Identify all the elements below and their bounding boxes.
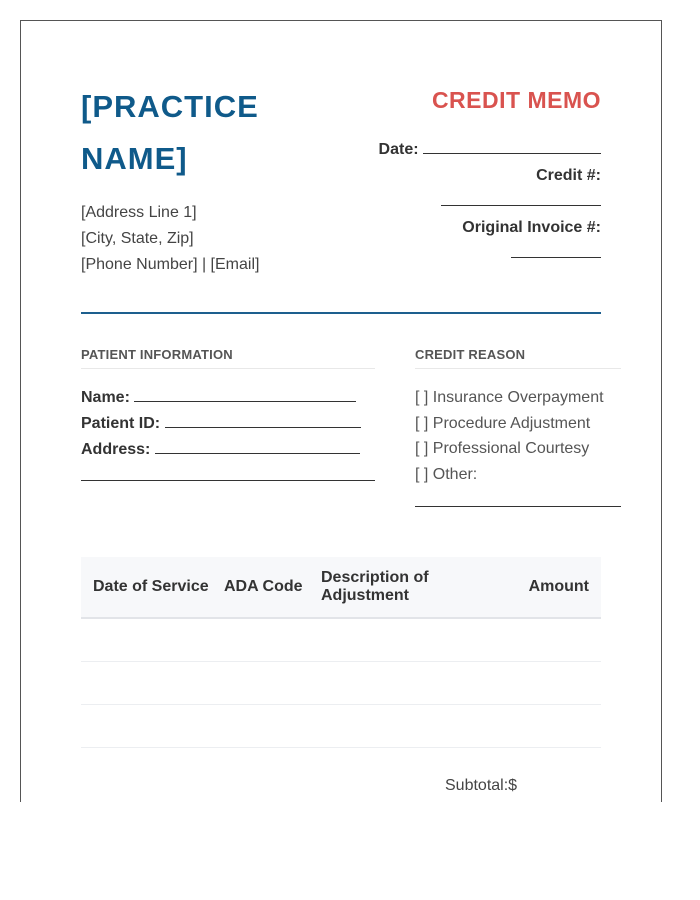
header-ada-code: ADA Code	[224, 578, 303, 595]
credit-number-label: Credit #:	[536, 167, 601, 184]
memo-meta	[361, 137, 601, 267]
table-row[interactable]	[81, 662, 601, 705]
credit-number-row	[361, 189, 601, 215]
header-divider	[81, 312, 601, 314]
cell-amount[interactable]	[499, 619, 601, 661]
table-row[interactable]	[81, 705, 601, 748]
reason-insurance-overpayment[interactable]: [ ] Insurance Overpayment	[415, 389, 604, 406]
patient-fields	[81, 385, 381, 463]
credit-memo-sheet	[20, 20, 662, 802]
reason-professional-courtesy[interactable]: [ ] Professional Courtesy	[415, 440, 590, 457]
phone-email: [Phone Number] | [Email]	[81, 256, 260, 273]
header-description: Description of Adjustment	[321, 569, 429, 604]
invoice-row	[361, 215, 601, 241]
patient-address-line-2[interactable]	[81, 480, 375, 481]
original-invoice-label: Original Invoice #:	[462, 219, 601, 236]
patient-name-field[interactable]	[134, 388, 356, 402]
patient-address-label: Address:	[81, 441, 151, 458]
cell-date[interactable]	[81, 705, 212, 747]
adjustment-table	[81, 557, 601, 748]
invoice-number-row	[361, 241, 601, 267]
patient-address-row	[81, 437, 381, 463]
reason-procedure-adjustment[interactable]: [ ] Procedure Adjustment	[415, 414, 591, 432]
cell-description[interactable]	[309, 662, 499, 704]
credit-reason-heading: CREDIT REASON	[415, 347, 621, 369]
cell-code[interactable]	[212, 619, 309, 661]
cell-date[interactable]	[81, 619, 212, 661]
patient-address-field[interactable]	[155, 440, 360, 454]
patient-name-row	[81, 385, 381, 411]
practice-address	[81, 200, 259, 278]
memo-title: CREDIT MEMO	[431, 87, 601, 113]
credit-reason-options	[415, 385, 625, 487]
cell-description[interactable]	[309, 705, 499, 747]
original-invoice-field[interactable]	[511, 244, 601, 258]
city-state-zip: [City, State, Zip]	[81, 230, 194, 247]
subtotal-label: Subtotal:$	[445, 777, 518, 794]
patient-id-field[interactable]	[165, 414, 361, 428]
table-header	[81, 557, 601, 619]
cell-code[interactable]	[212, 705, 309, 747]
header-date-of-service: Date of Service	[93, 578, 209, 595]
reason-other-field[interactable]	[415, 506, 621, 507]
credit-number-field[interactable]	[441, 192, 601, 206]
patient-name-label: Name:	[81, 389, 130, 406]
patient-id-label: Patient ID:	[81, 415, 161, 432]
reason-other[interactable]: [ ] Other:	[415, 465, 478, 483]
cell-amount[interactable]	[499, 705, 601, 747]
cell-date[interactable]	[81, 662, 212, 704]
credit-row	[361, 163, 601, 189]
header-amount: Amount	[528, 578, 589, 595]
table-row[interactable]	[81, 619, 601, 662]
cell-amount[interactable]	[499, 662, 601, 704]
patient-id-row	[81, 411, 381, 437]
cell-code[interactable]	[212, 662, 309, 704]
date-row	[361, 137, 601, 163]
practice-name: [PRACTICE NAME]	[81, 89, 259, 176]
date-label: Date:	[378, 141, 419, 158]
patient-information-heading: PATIENT INFORMATION	[81, 347, 375, 369]
cell-description[interactable]	[309, 619, 499, 661]
address-line-1: [Address Line 1]	[81, 204, 197, 221]
date-field[interactable]	[423, 140, 601, 154]
